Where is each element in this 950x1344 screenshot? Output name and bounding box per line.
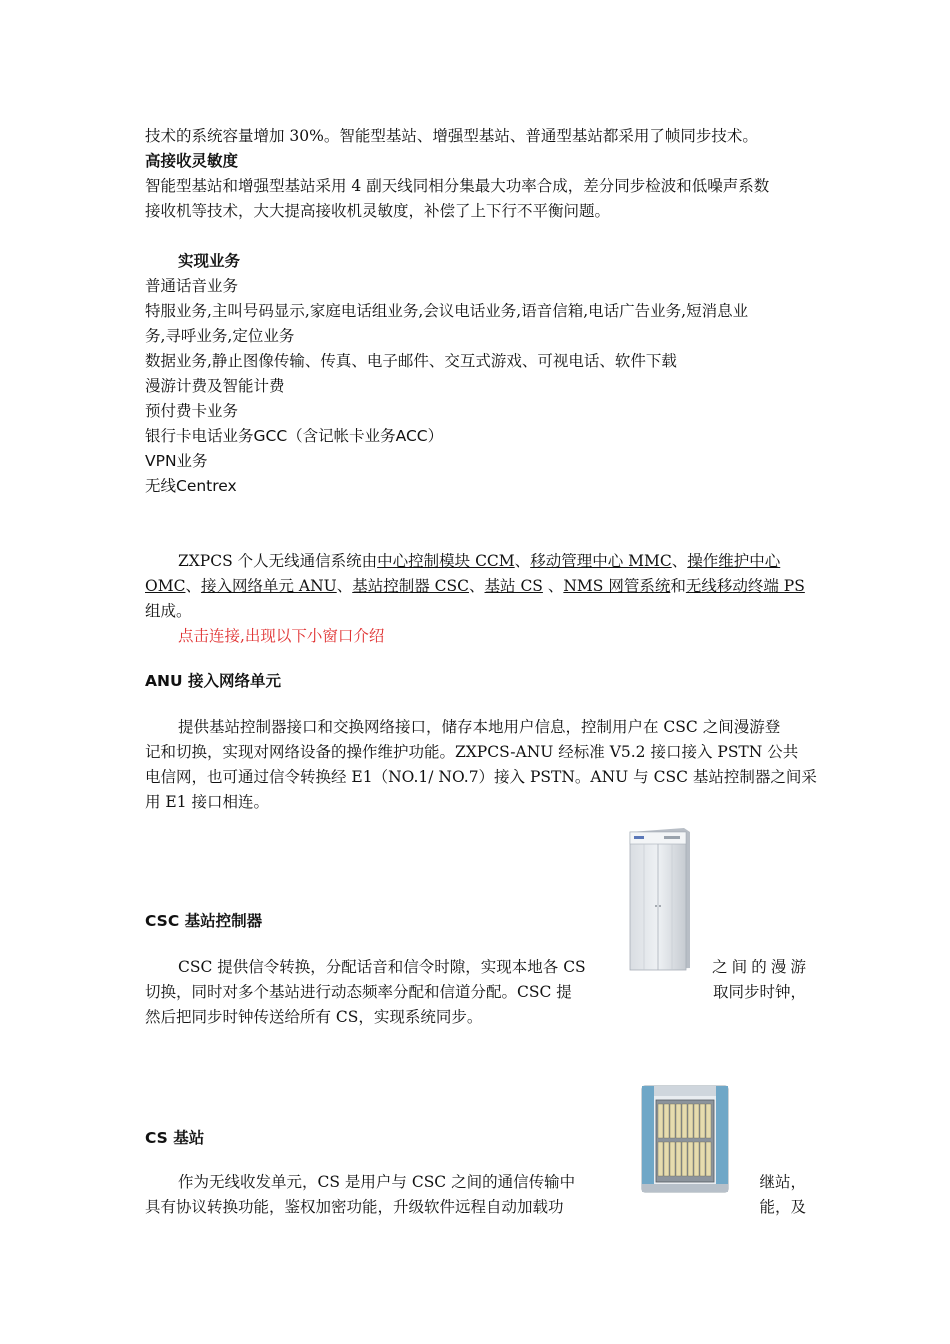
cs-line-right: 继站， <box>759 1173 806 1191</box>
service-item: 无线Centrex <box>145 477 237 495</box>
link-mmc[interactable]: 移动管理中心 MMC <box>530 552 672 570</box>
intro-line: 技术的系统容量增加 30%。智能型基站、增强型基站、普通型基站都采用了帧同步技术。 <box>145 127 758 145</box>
sensitivity-line: 接收机等技术，大大提高接收机灵敏度，补偿了上下行不平衡问题。 <box>145 202 611 220</box>
conjunction: 和 <box>670 577 686 595</box>
anu-line: 提供基站控制器接口和交换网络接口，储存本地用户信息，控制用户在 CSC 之间漫游登 <box>178 718 781 736</box>
csc-heading: CSC 基站控制器 <box>145 912 263 930</box>
csc-line-left: CSC 提供信令转换，分配话音和信令时隙，实现本地各 CS <box>178 958 586 976</box>
link-cs[interactable]: 基站 CS <box>484 577 543 595</box>
separator: 、 <box>671 552 688 570</box>
link-omc[interactable]: OMC <box>145 577 186 595</box>
anu-line: 用 E1 接口相连。 <box>145 793 270 811</box>
csc-line-right: 之间的漫游 <box>712 958 806 976</box>
services-heading: 实现业务 <box>178 252 241 270</box>
service-item: 普通话音业务 <box>145 277 239 295</box>
system-line: 组成。 <box>145 602 192 620</box>
separator: 、 <box>336 577 353 595</box>
sensitivity-line: 智能型基站和增强型基站采用 4 副天线同相分集最大功率合成，差分同步检波和低噪声系数 <box>145 177 770 195</box>
service-item: 漫游计费及智能计费 <box>145 377 285 395</box>
csc-line-left: 切换，同时对多个基站进行动态频率分配和信道分配。CSC 提 <box>145 983 572 1001</box>
link-csc[interactable]: 基站控制器 CSC <box>352 577 469 595</box>
cs-line-left: 作为无线收发单元，CS 是用户与 CSC 之间的通信传输中 <box>178 1173 576 1191</box>
link-nms[interactable]: NMS 网管系统 <box>563 577 671 595</box>
service-item: 数据业务,静止图像传输、传真、电子邮件、交互式游戏、可视电话、软件下载 <box>145 352 677 370</box>
csc-line: 然后把同步时钟传送给所有 CS，实现系统同步。 <box>145 1008 483 1026</box>
click-note: 点击连接,出现以下小窗口介绍 <box>178 627 385 645</box>
anu-line: 电信网，也可通过信令转换经 E1（NO.1/ NO.7）接入 PSTN。ANU 与 CSC 基站控制器之间采 <box>145 768 817 786</box>
anu-heading: ANU 接入网络单元 <box>145 672 281 690</box>
service-item: VPN业务 <box>145 452 208 470</box>
separator: 、 <box>514 552 531 570</box>
system-line <box>178 550 806 572</box>
separator: 、 <box>469 577 485 595</box>
sensitivity-heading: 高接收灵敏度 <box>145 152 239 170</box>
csc-cabinet-image <box>626 826 692 972</box>
service-item: 银行卡电话业务GCC（含记帐卡业务ACC） <box>145 427 444 445</box>
cs-heading: CS 基站 <box>145 1129 205 1147</box>
service-item: 预付费卡业务 <box>145 402 239 420</box>
separator: 、 <box>542 577 564 595</box>
service-item: 特服业务,主叫号码显示,家庭电话组业务,会议电话业务,语音信箱,电话广告业务,短消息业 <box>145 302 749 320</box>
link-omc[interactable]: 操作维护中心 <box>687 552 781 570</box>
cs-base-station-image <box>640 1084 730 1196</box>
link-ccm[interactable]: 中心控制模块 CCM <box>377 552 515 570</box>
cs-line-right: 能，及 <box>759 1198 806 1216</box>
system-line <box>145 575 805 597</box>
separator: 、 <box>185 577 201 595</box>
anu-line: 记和切换，实现对网络设备的操作维护功能。ZXPCS-ANU 经标准 V5.2 接口接入 PSTN 公共 <box>145 743 799 761</box>
cs-line-left: 具有协议转换功能，鉴权加密功能，升级软件远程自动加载功 <box>145 1198 564 1216</box>
link-ps[interactable]: 无线移动终端 PS <box>685 577 805 595</box>
csc-line-right: 取同步时钟， <box>712 983 806 1001</box>
system-text: ZXPCS 个人无线通信系统由 <box>178 552 378 570</box>
service-item: 务,寻呼业务,定位业务 <box>145 327 295 345</box>
link-anu[interactable]: 接入网络单元 ANU <box>200 577 337 595</box>
